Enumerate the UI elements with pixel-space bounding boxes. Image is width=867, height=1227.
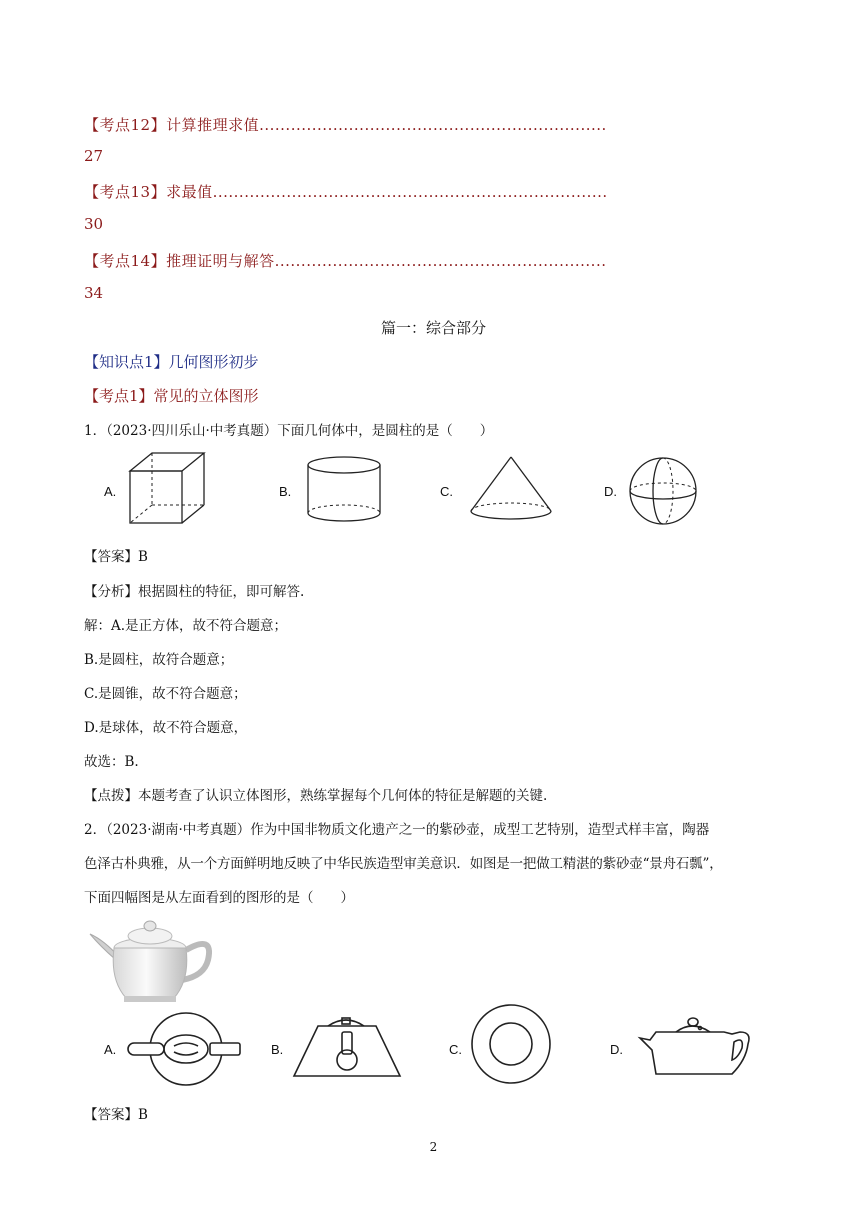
question-1-stem: 1．（2023·四川乐山·中考真题）下面几何体中，是圆柱的是（ ） [84, 423, 494, 439]
q2-option-b-label: B. [271, 1042, 284, 1057]
toc-label: 【考点12】计算推理求值 [84, 116, 260, 134]
sphere-figure [628, 456, 698, 526]
cylinder-figure [306, 455, 382, 525]
toc-dots: .................................................................. [259, 116, 607, 134]
toc-page-number: 30 [84, 215, 104, 233]
toc-entry-13[interactable] [84, 181, 608, 202]
cone-figure [469, 455, 553, 523]
page-number: 2 [429, 1140, 438, 1154]
q1-option-c-label: C. [440, 484, 453, 499]
q2-option-d-label: D. [610, 1042, 623, 1057]
q2-option-a-label: A. [104, 1042, 117, 1057]
teapot-photo [86, 910, 212, 1004]
q2-option-c-label: C. [449, 1042, 462, 1057]
q1-option-b-label: B. [279, 484, 292, 499]
toc-dots: ........................................................................... [212, 183, 608, 201]
toc-label: 【考点13】求最值 [84, 183, 213, 201]
q1-answer: 【答案】B [84, 549, 148, 565]
question-2-line: 色泽古朴典雅，从一个方面鲜明地反映了中华民族造型审美意识．如图是一把做工精湛的紫砂壶“景舟石瓢”， [84, 856, 723, 872]
knowledge-point-heading: 【知识点1】几何图形初步 [84, 353, 259, 371]
exam-point-heading: 【考点1】常见的立体图形 [84, 387, 259, 405]
q1-option-d-label: D. [604, 484, 617, 499]
toc-entry-12[interactable] [84, 114, 607, 135]
ring-figure [470, 1003, 552, 1085]
question-2-line: 下面四幅图是从左面看到的图形的是（ ） [84, 890, 354, 906]
q1-option-a-label: A. [104, 484, 117, 499]
q1-solution-line: B.是圆柱，故符合题意； [84, 652, 234, 668]
q1-solution-line: D.是球体，故不符合题意， [84, 720, 248, 736]
cube-figure [124, 451, 206, 527]
toc-dots: ............................................................... [274, 252, 607, 270]
toc-page-number: 27 [84, 147, 104, 165]
front-view-teapot-figure [636, 1014, 756, 1080]
question-2-line: 2．（2023·湖南·中考真题）作为中国非物质文化遗产之一的紫砂壶，成型工艺特别，造型式样丰富，陶器 [84, 822, 710, 838]
q1-solution-line: C.是圆锥，故不符合题意； [84, 686, 247, 702]
q1-analysis: 【分析】根据圆柱的特征，即可解答. [84, 584, 305, 600]
section-title: 篇一：综合部分 [380, 319, 486, 337]
q2-answer: 【答案】B [84, 1107, 148, 1123]
toc-page-number: 34 [84, 284, 104, 302]
toc-entry-14[interactable] [84, 250, 606, 271]
left-view-teapot-figure [290, 1014, 402, 1082]
q1-choice: 故选：B. [84, 754, 139, 770]
q1-solution-line: 解：A.是正方体，故不符合题意； [84, 618, 288, 634]
toc-label: 【考点14】推理证明与解答 [84, 252, 275, 270]
q1-tip: 【点拨】本题考查了认识立体图形，熟练掌握每个几何体的特征是解题的关键. [84, 788, 548, 804]
top-view-teapot-figure [124, 1010, 244, 1088]
